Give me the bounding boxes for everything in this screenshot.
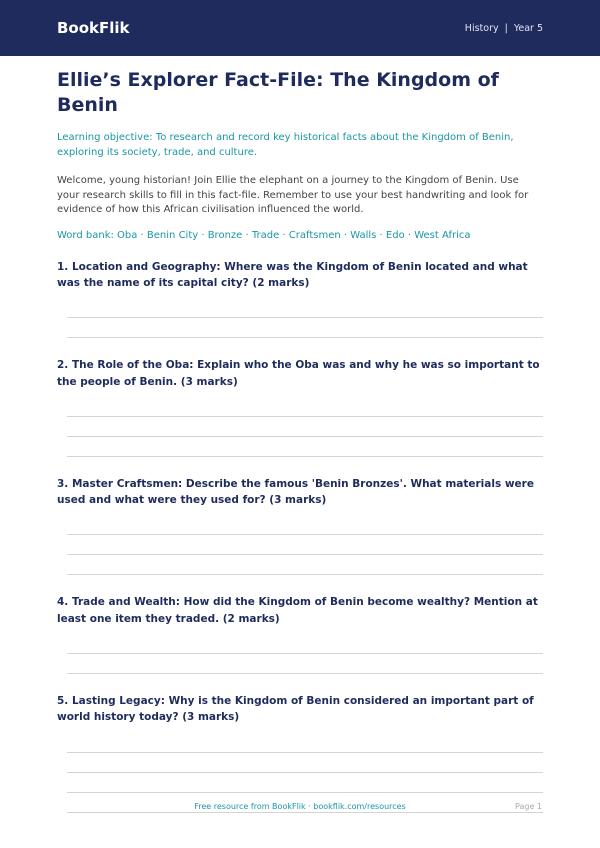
worksheet-content [0,68,600,813]
answer-area[interactable] [57,317,543,338]
question-5 [57,693,543,813]
header-meta [465,23,543,34]
question-3 [57,476,543,576]
answer-line[interactable] [67,673,543,674]
page-number: Page 1 [515,802,542,811]
answer-line[interactable] [67,416,543,417]
question-1 [57,259,543,339]
question-2 [57,357,543,457]
question-text: 5. Lasting Legacy: Why is the Kingdom of Benin considered an important part of world history today? (3 marks) [57,695,534,724]
answer-line[interactable] [67,337,543,338]
answer-line[interactable] [67,534,543,535]
page-title: Ellie’s Explorer Fact-File: The Kingdom of Benin [57,69,499,116]
question-text: 3. Master Craftsmen: Describe the famous 'Benin Bronzes'. What materials were used and what were they used for? (3 marks) [57,477,534,507]
year-label: Year 5 [513,22,543,34]
question-text: 4. Trade and Wealth: How did the Kingdom of Benin become wealthy? Mention at least one item they traded. (2 marks) [57,596,538,625]
page-footer [0,802,600,811]
answer-area[interactable] [57,653,543,674]
footer-credit-link[interactable]: Free resource from BookFlik · bookflik.com/resources [194,802,406,811]
brand-logo[interactable]: BookFlik [57,19,130,37]
answer-line[interactable] [67,653,543,654]
answer-line[interactable] [67,792,543,793]
answer-line[interactable] [67,574,543,575]
intro-paragraph: Welcome, young historian! Join Ellie the elephant on a journey to the Kingdom of Benin. Use your research skills to fill in this fact-file. Remember to use your best handwriting and look for evidence of how this African civilisation influenced the world. [57,175,529,216]
answer-line[interactable] [67,456,543,457]
question-text: 2. The Role of the Oba: Explain who the Oba was and why he was so important to the people of Benin. (3 marks) [57,359,540,388]
answer-area[interactable] [57,416,543,457]
answer-line[interactable] [67,772,543,773]
answer-line[interactable] [67,752,543,753]
answer-line[interactable] [67,554,543,555]
header-bar [0,0,600,56]
answer-area[interactable] [57,534,543,575]
question-4 [57,594,543,674]
answer-line[interactable] [67,317,543,318]
meta-separator: | [504,22,508,34]
answer-line[interactable] [67,812,543,813]
subject-label: History [464,22,499,34]
answer-line[interactable] [67,436,543,437]
word-bank: Word bank: Oba · Benin City · Bronze · Trade · Craftsmen · Walls · Edo · West Africa [57,229,471,241]
question-text: 1. Location and Geography: Where was the Kingdom of Benin located and what was the name of its capital city? (2 marks) [57,260,528,290]
learning-objective: Learning objective: To research and record key historical facts about the Kingdom of Benin, exploring its society, trade, and culture. [57,132,514,158]
